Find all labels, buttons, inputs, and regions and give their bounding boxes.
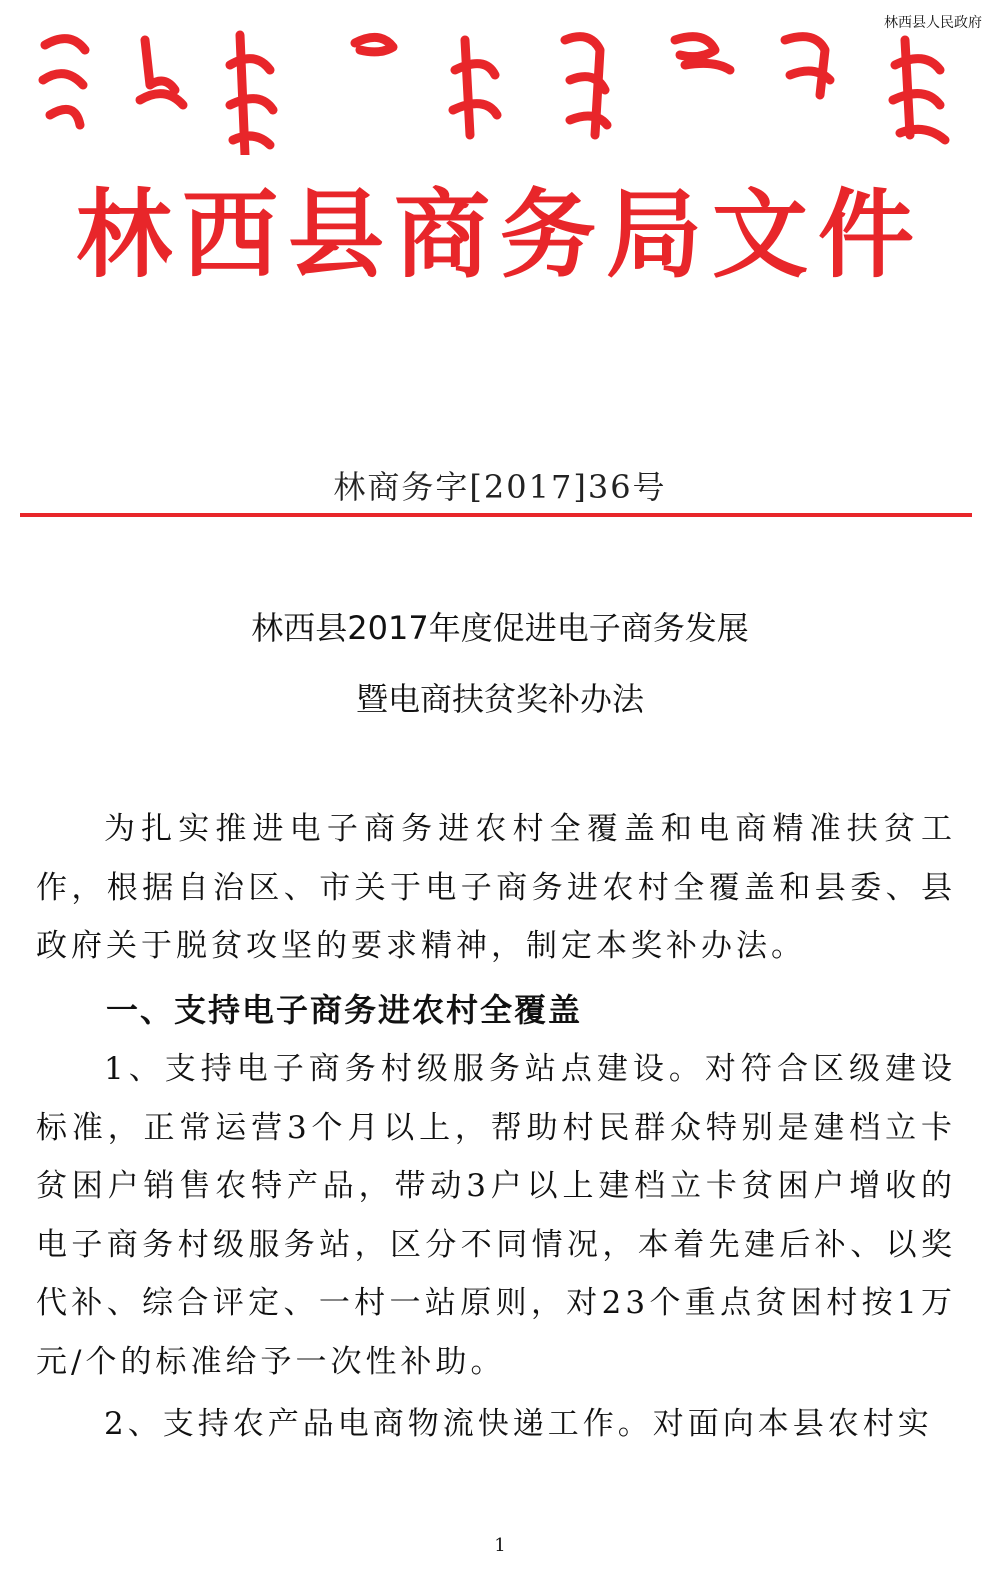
red-divider-line <box>20 513 972 517</box>
item-1-paragraph: 1、支持电子商务村级服务站点建设。对符合区级建设标准，正常运营3个月以上，帮助村民群众特别是建档立卡贫困户销售农特产品，带动3户以上建档立卡贫困户增收的电子商务村级服务站，区分不同情况，本着先建后补、以奖代补、综合评定、一村一站原则，对23个重点贫困村按1万元/个的标准给予一次性补助。 <box>36 1051 956 1380</box>
section-heading: 一、支持电子商务进农村全覆盖 <box>106 991 583 1029</box>
document-title-line-1: 林西县2017年度促进电子商务发展 <box>251 609 749 647</box>
page-number: 1 <box>494 1535 506 1556</box>
document-number: 林商务字[2017]36号 <box>333 468 667 506</box>
intro-paragraph: 为扎实推进电子商务进农村全覆盖和电商精准扶贫工作，根据自治区、市关于电子商务进农村全覆盖和县委、县政府关于脱贫攻坚的要求精神，制定本奖补办法。 <box>36 811 956 964</box>
document-title-line-2: 暨电商扶贫奖补办法 <box>355 680 644 718</box>
watermark-label: 林西县人民政府 <box>884 15 982 31</box>
item-2-paragraph: 2、支持农产品电商物流快递工作。对面向本县农村实 <box>104 1406 933 1442</box>
mongolian-script-heading <box>25 25 975 155</box>
issuer-header: 林西县商务局文件 <box>76 179 924 291</box>
